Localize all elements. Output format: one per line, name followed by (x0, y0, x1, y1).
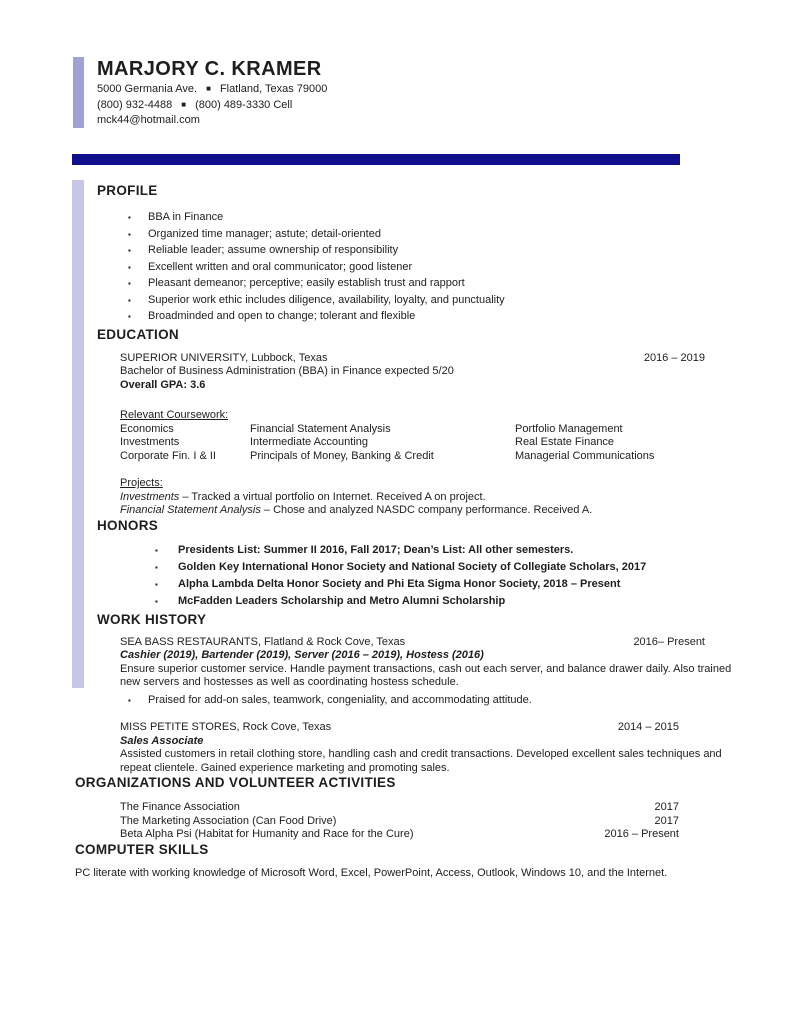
job-company-row (120, 721, 791, 735)
coursework-col2 (250, 423, 515, 464)
section-heading-organizations: ORGANIZATIONS AND VOLUNTEER ACTIVITIES (75, 775, 396, 790)
profile-item-text: Pleasant demeanor; perceptive; easily establish trust and rapport (148, 277, 465, 289)
course: Investments (120, 436, 180, 448)
job-description: Assisted customers in retail clothing store, handling cash and credit transactions. Developed excellent sales techniques and repeat clientele. Gained experience marketing and promoting sales. (120, 748, 722, 774)
job-dates: 2014 – 2015 (617, 721, 679, 733)
phone-home: (800) 932-4488 (97, 99, 173, 111)
projects-list (0, 491, 791, 518)
bullet-square-icon: ▪ (155, 562, 158, 572)
organization-dates: 2017 (654, 801, 679, 813)
navy-divider-bar (72, 154, 680, 165)
honor-item-text: Alpha Lambda Delta Honor Society and Phi Eta Sigma Honor Society, 2018 – Present (178, 577, 621, 590)
bullet-square-icon: ▪ (128, 229, 131, 239)
square-separator-icon: ■ (206, 84, 211, 93)
organization-name: The Finance Association (120, 801, 240, 813)
project-line (120, 491, 791, 505)
education-school: SUPERIOR UNIVERSITY, Lubbock, Texas (120, 351, 328, 364)
section-heading-work-history: WORK HISTORY (97, 611, 207, 627)
bullet-square-icon: ▪ (155, 596, 158, 606)
bullet-square-icon: ▪ (128, 213, 131, 222)
organization-dates: 2017 (654, 814, 679, 827)
course: Real Estate Finance (515, 436, 615, 448)
job-description: Ensure superior customer service. Handle payment transactions, cash out each server, and balance drawer daily. Also trained new servers and hostesses as well as coordinating hostess schedule. (120, 662, 732, 688)
address-street: 5000 Germania Ave. (97, 83, 198, 95)
header-text (97, 57, 327, 128)
education-degree: Bachelor of Business Administration (BBA) in Finance expected 5/20 (120, 365, 454, 377)
phone-line (97, 97, 327, 113)
course: Economics (120, 422, 174, 435)
header-accent-bar (73, 57, 84, 128)
list-item (128, 261, 791, 275)
bullet-square-icon: ▪ (128, 246, 131, 255)
course: Corporate Fin. I & II (120, 449, 216, 462)
honor-item-text: Golden Key International Honor Society and National Society of Collegiate Scholars, 2017 (178, 560, 647, 573)
bullet-square-icon: ▪ (155, 579, 158, 589)
project-desc: – Chose and analyzed NASDC company performance. Received A. (263, 504, 593, 516)
coursework-col3 (515, 423, 791, 464)
list-item (155, 578, 791, 592)
bullet-square-icon: ▪ (128, 295, 131, 305)
organizations-list (0, 801, 791, 842)
section-heading-profile: PROFILE (97, 183, 158, 198)
bullet-square-icon: ▪ (128, 262, 131, 272)
resume-body (0, 165, 791, 880)
job-dates: 2016– Present (633, 635, 705, 648)
job-entry (0, 721, 791, 775)
honors-list (0, 544, 791, 609)
education-dates: 2016 – 2019 (643, 351, 705, 364)
section-heading-honors: HONORS (97, 517, 159, 533)
job-bullet-list (120, 694, 791, 708)
bullet-square-icon: ▪ (128, 695, 131, 705)
projects-heading: Projects: (120, 477, 163, 489)
person-name: MARJORY C. KRAMER (97, 58, 322, 80)
list-item (155, 561, 791, 575)
section-heading-education: EDUCATION (97, 326, 179, 342)
project-line (120, 504, 791, 518)
address-city: Flatland, Texas 79000 (219, 83, 328, 95)
phone-cell: (800) 489-3330 Cell (195, 99, 293, 111)
organization-row (0, 815, 791, 829)
honor-item-text: McFadden Leaders Scholarship and Metro Alumni Scholarship (178, 594, 506, 607)
profile-item-text: Organized time manager; astute; detail-oriented (148, 227, 381, 240)
list-item (155, 544, 791, 558)
header (73, 57, 791, 128)
job-entry (0, 636, 791, 708)
email: mck44@hotmail.com (97, 114, 200, 126)
list-item (128, 228, 791, 242)
job-bullet-text: Praised for add-on sales, teamwork, congeniality, and accommodating attitude. (148, 693, 532, 706)
job-company-row (120, 636, 791, 650)
square-separator-icon: ■ (181, 100, 187, 109)
honor-item-text: Presidents List: Summer II 2016, Fall 2017; Dean’s List: All other semesters. (178, 543, 574, 556)
bullet-square-icon: ▪ (155, 545, 158, 555)
list-item (128, 244, 791, 258)
job-title: Cashier (2019), Bartender (2019), Server (2016 – 2019), Hostess (2016) (120, 649, 484, 661)
education-school-row (120, 352, 791, 366)
bullet-square-icon: ▪ (128, 279, 131, 288)
list-item (128, 694, 791, 708)
coursework-heading: Relevant Coursework: (120, 409, 229, 421)
project-name: Financial Statement Analysis (120, 504, 261, 516)
profile-list (0, 211, 791, 324)
organization-dates: 2016 – Present (604, 828, 679, 840)
profile-item-text: Reliable leader; assume ownership of responsibility (148, 244, 399, 256)
section-heading-computer-skills: COMPUTER SKILLS (75, 841, 209, 857)
education-gpa: Overall GPA: 3.6 (120, 378, 206, 391)
list-item (128, 211, 791, 225)
organization-name: Beta Alpha Psi (Habitat for Humanity and Race for the Cure) (120, 828, 414, 840)
profile-item-text: Superior work ethic includes diligence, availability, loyalty, and punctuality (148, 293, 505, 306)
profile-item-text: Broadminded and open to change; tolerant and flexible (148, 310, 416, 322)
project-desc: – Tracked a virtual portfolio on Internet. Received A on project. (182, 490, 486, 503)
list-item (155, 595, 791, 609)
organization-row (0, 828, 791, 842)
list-item (128, 294, 791, 308)
bullet-square-icon: ▪ (128, 312, 131, 321)
organization-row (0, 801, 791, 815)
job-title: Sales Associate (120, 734, 204, 747)
course: Portfolio Management (515, 422, 623, 435)
organization-name: The Marketing Association (Can Food Drive) (120, 814, 337, 827)
list-item (128, 277, 791, 291)
coursework-col1 (120, 423, 250, 464)
side-accent-bar (72, 180, 84, 688)
course: Principals of Money, Banking & Credit (250, 449, 434, 462)
computer-skills-text: PC literate with working knowledge of Microsoft Word, Excel, PowerPoint, Access, Outlook, Windows 10, and the Internet. (75, 866, 668, 879)
education-block (0, 352, 791, 393)
project-name: Investments (120, 490, 180, 503)
course: Managerial Communications (515, 449, 655, 462)
job-company: MISS PETITE STORES, Rock Cove, Texas (120, 721, 332, 733)
address-line (97, 81, 327, 97)
profile-item-text: BBA in Finance (148, 211, 224, 223)
course: Financial Statement Analysis (250, 422, 391, 435)
coursework-grid (0, 423, 791, 464)
course: Intermediate Accounting (250, 436, 369, 448)
profile-item-text: Excellent written and oral communicator; good listener (148, 260, 413, 273)
list-item (128, 310, 791, 324)
job-company: SEA BASS RESTAURANTS, Flatland & Rock Cove, Texas (120, 635, 406, 648)
